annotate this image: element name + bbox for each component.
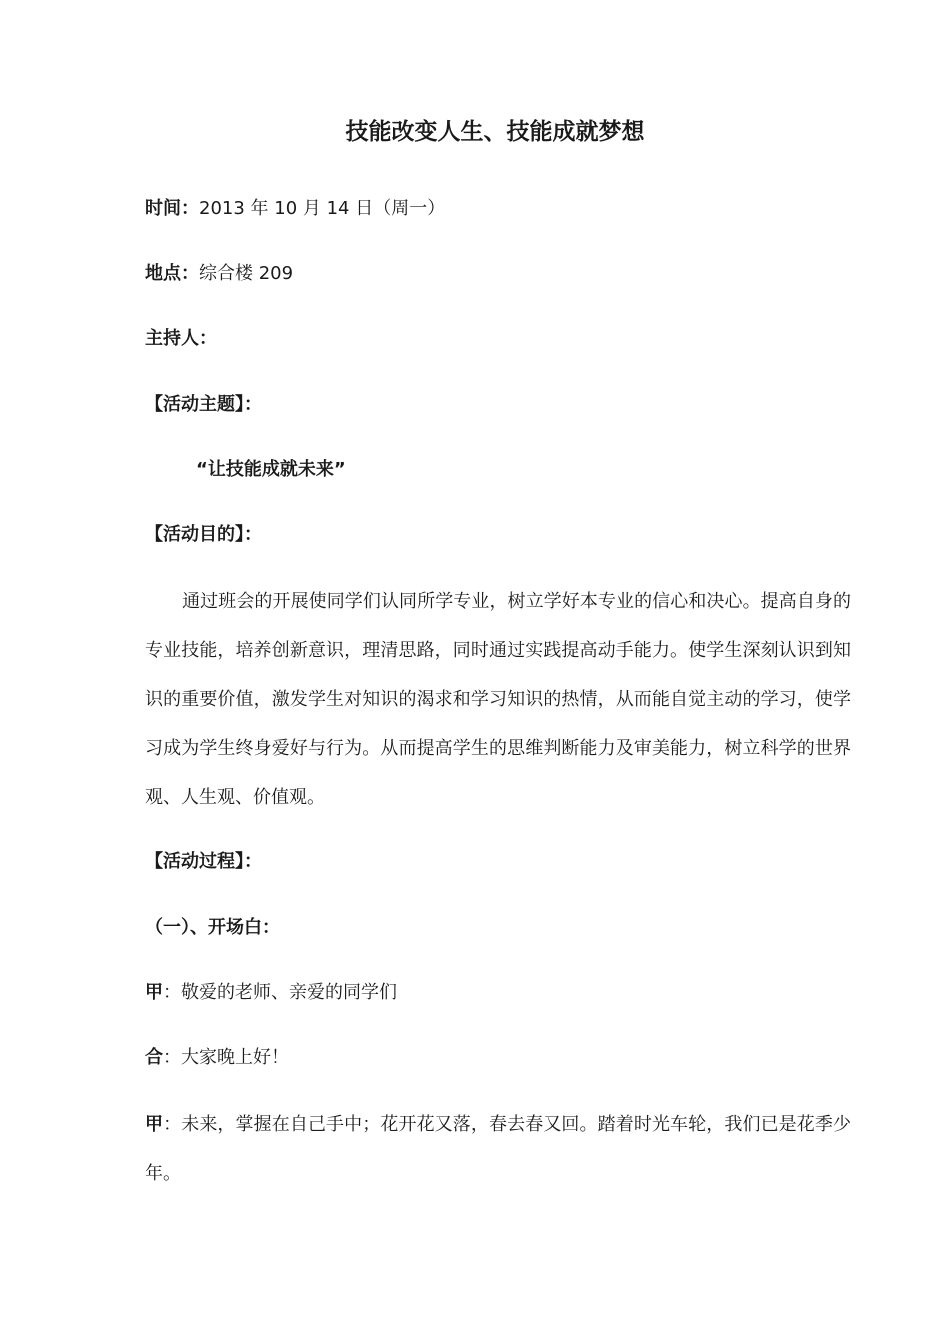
place-line xyxy=(145,262,293,286)
time-value: 2013 年 10 月 14 日（周一） xyxy=(199,198,446,219)
time-label: 时间： xyxy=(145,198,199,219)
speaker-label: 合 xyxy=(145,1047,163,1068)
dialogue-line xyxy=(145,1100,851,1198)
theme-text: “让技能成就未来” xyxy=(196,459,346,480)
dialogue-line xyxy=(145,1046,289,1070)
process-heading: 【活动过程】： xyxy=(145,851,262,872)
dialogue-text: ：未来，掌握在自己手中；花开花又落，春去春又回。踏着时光车轮，我们已是花季少年。 xyxy=(145,1114,852,1184)
dialogue-text: ：大家晚上好！ xyxy=(163,1047,289,1068)
time-line xyxy=(145,197,445,221)
dialogue-text: ：敬爱的老师、亲爱的同学们 xyxy=(163,982,397,1003)
purpose-heading: 【活动目的】： xyxy=(145,524,262,545)
purpose-text: 通过班会的开展使同学们认同所学专业，树立学好本专业的信心和决心。提高自身的专业技能，培养创新意识，理清思路，同时通过实践提高动手能力。使学生深刻认识到知识的重要价值，激发学生对知识的渴求和学习知识的热情，从而能自觉主动的学习，使学习成为学生终身爱好与行为。从而提高学生的思维判断能力及审美能力，树立科学的世界观、人生观、价值观。 xyxy=(145,591,851,808)
speaker-label: 甲 xyxy=(145,982,163,1003)
theme-heading: 【活动主题】： xyxy=(145,394,262,415)
host-label: 主持人： xyxy=(145,328,217,349)
speaker-label: 甲 xyxy=(145,1114,164,1135)
place-value: 综合楼 209 xyxy=(199,263,294,284)
dialogue-line xyxy=(145,981,397,1005)
place-label: 地点： xyxy=(145,263,199,284)
section-heading: （一）、开场白： xyxy=(145,917,280,938)
page-title: 技能改变人生、技能成就梦想 xyxy=(345,119,645,145)
purpose-paragraph xyxy=(145,577,851,822)
